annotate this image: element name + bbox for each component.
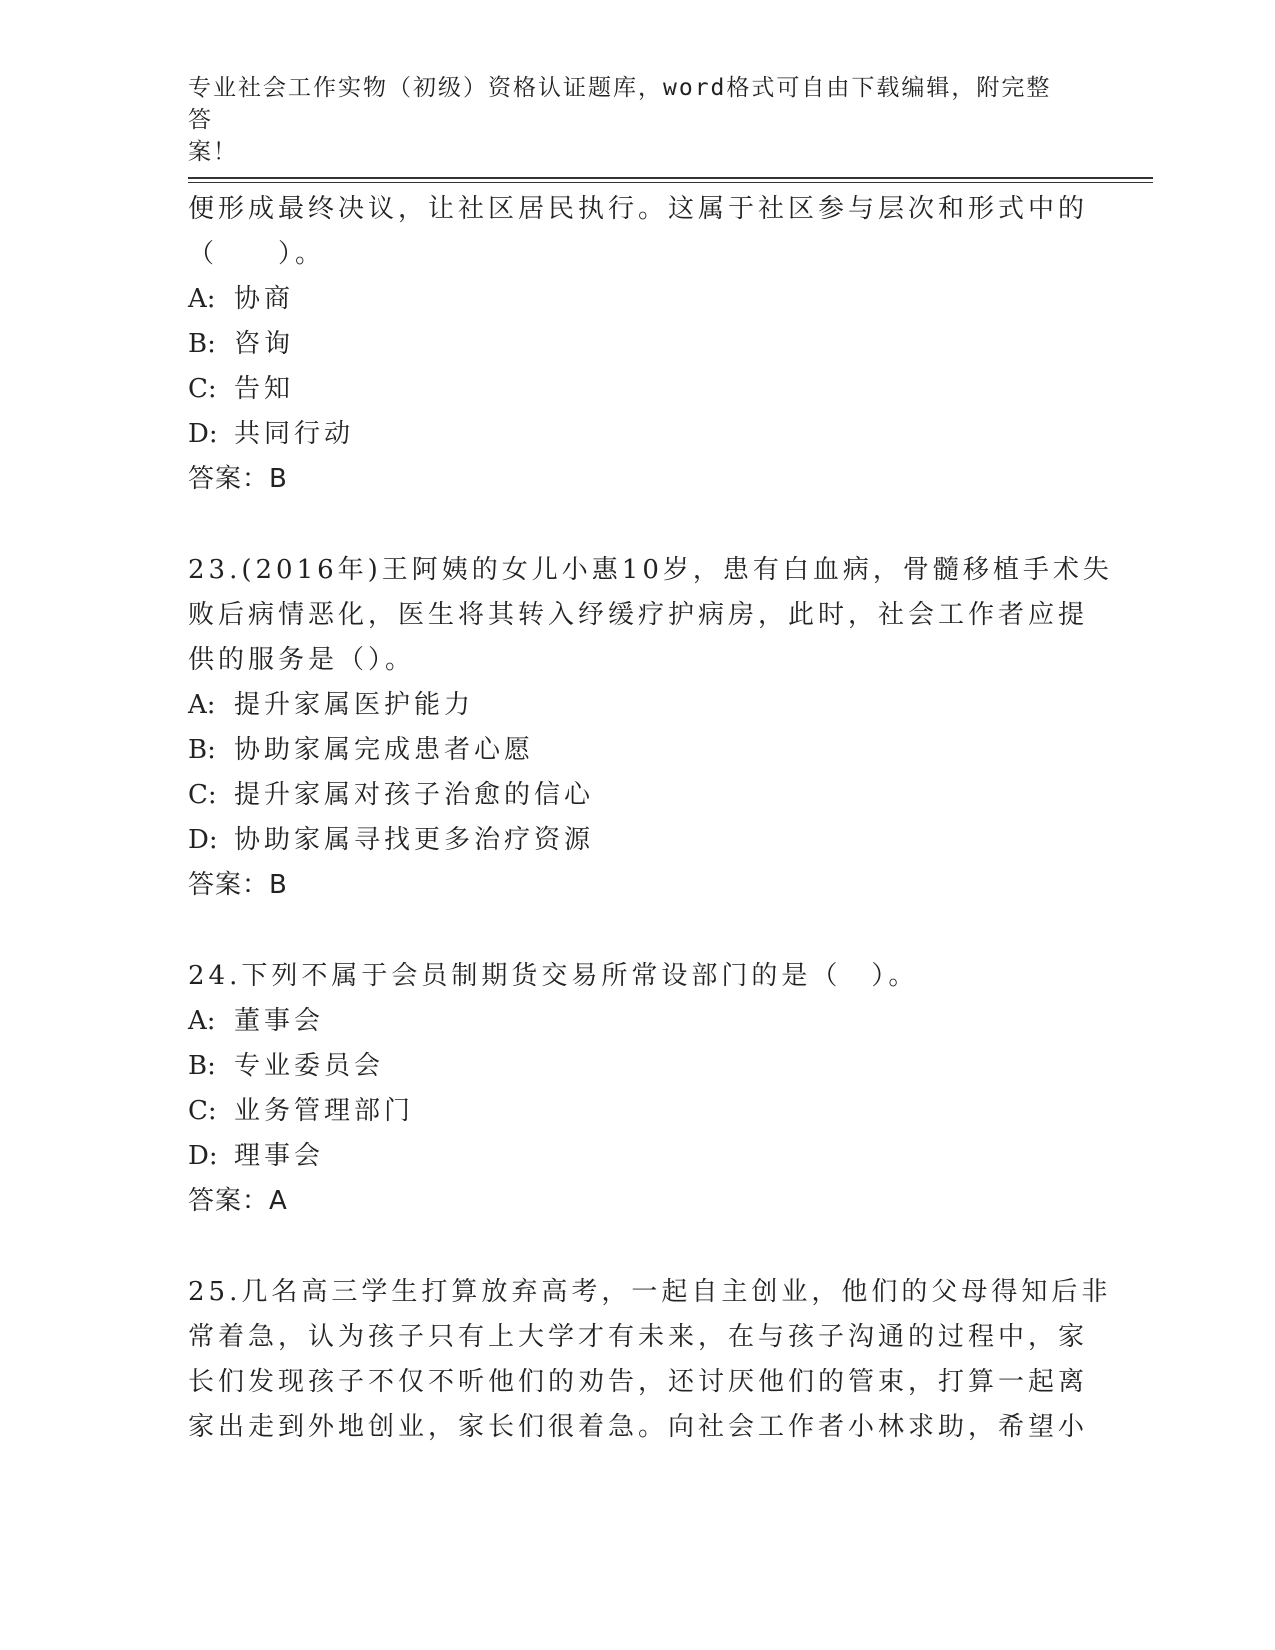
option-c — [188, 773, 1078, 818]
question-text-line: 便形成最终决议，让社区居民执行。这属于社区参与层次和形式中的 — [188, 194, 1089, 224]
header-line-2: 案！ — [188, 139, 238, 165]
option-a — [188, 999, 1078, 1044]
header-divider-thick — [188, 177, 1153, 179]
option-key: B: — [188, 1051, 216, 1081]
option-key: A: — [188, 690, 216, 720]
question-24 — [188, 954, 1078, 1224]
question-text-line: 败后病情恶化，医生将其转入纾缓疗护病房，此时，社会工作者应提 — [188, 600, 1089, 630]
option-text: 协助家属寻找更多治疗资源 — [234, 825, 595, 855]
option-key: C: — [188, 374, 217, 404]
question-content — [188, 187, 1113, 1450]
answer-line: 答案：B — [188, 870, 288, 900]
option-a — [188, 683, 1078, 728]
option-text: 告知 — [234, 374, 295, 404]
option-d — [188, 818, 1078, 863]
header-divider-thin — [188, 182, 1153, 183]
question-text-line: 长们发现孩子不仅不听他们的劝告，还讨厌他们的管束，打算一起离 — [188, 1367, 1089, 1397]
spacer — [188, 908, 1078, 954]
option-b — [188, 728, 1078, 773]
option-key: D: — [188, 419, 218, 449]
question-text-line: 23.(2016年)王阿姨的女儿小惠10岁，患有白血病，骨髓移植手术失 — [188, 555, 1113, 585]
option-key: B: — [188, 329, 216, 359]
answer-line: 答案：A — [188, 1186, 288, 1216]
option-text: 咨询 — [234, 329, 295, 359]
option-c — [188, 367, 1078, 412]
option-a — [188, 277, 1078, 322]
question-text-line: 常着急，认为孩子只有上大学才有未来，在与孩子沟通的过程中，家 — [188, 1322, 1089, 1352]
option-text: 理事会 — [234, 1141, 325, 1171]
option-key: A: — [188, 1006, 216, 1036]
option-text: 共同行动 — [234, 419, 355, 449]
question-text-line: （ ）。 — [188, 239, 326, 269]
header-line-1: 专业社会工作实物（初级）资格认证题库，word格式可自由下载编辑，附完整答 — [188, 75, 1052, 133]
option-b — [188, 322, 1078, 367]
option-key: A: — [188, 284, 216, 314]
option-d — [188, 1134, 1078, 1179]
option-text: 业务管理部门 — [234, 1096, 415, 1126]
option-text: 董事会 — [234, 1006, 325, 1036]
option-b — [188, 1044, 1078, 1089]
spacer — [188, 1224, 1078, 1270]
option-d — [188, 412, 1078, 457]
option-key: C: — [188, 1096, 217, 1126]
option-key: B: — [188, 735, 216, 765]
option-key: D: — [188, 825, 218, 855]
option-text: 提升家属医护能力 — [234, 690, 475, 720]
question-text-line: 供的服务是（）。 — [188, 645, 416, 675]
question-text-line: 24.下列不属于会员制期货交易所常设部门的是（ ）。 — [188, 961, 919, 991]
question-continued — [188, 187, 1089, 502]
option-c — [188, 1089, 1078, 1134]
question-23 — [188, 548, 1113, 908]
question-25 — [188, 1270, 1112, 1450]
question-text-line: 25.几名高三学生打算放弃高考，一起自主创业，他们的父母得知后非 — [188, 1277, 1112, 1307]
option-key: D: — [188, 1141, 218, 1171]
document-header — [188, 72, 1068, 168]
option-text: 协助家属完成患者心愿 — [234, 735, 535, 765]
option-text: 提升家属对孩子治愈的信心 — [234, 780, 595, 810]
option-text: 专业委员会 — [234, 1051, 385, 1081]
option-text: 协商 — [234, 284, 295, 314]
answer-line: 答案：B — [188, 464, 288, 494]
question-text-line: 家出走到外地创业，家长们很着急。向社会工作者小林求助，希望小 — [188, 1412, 1089, 1442]
spacer — [188, 502, 1078, 548]
option-key: C: — [188, 780, 217, 810]
